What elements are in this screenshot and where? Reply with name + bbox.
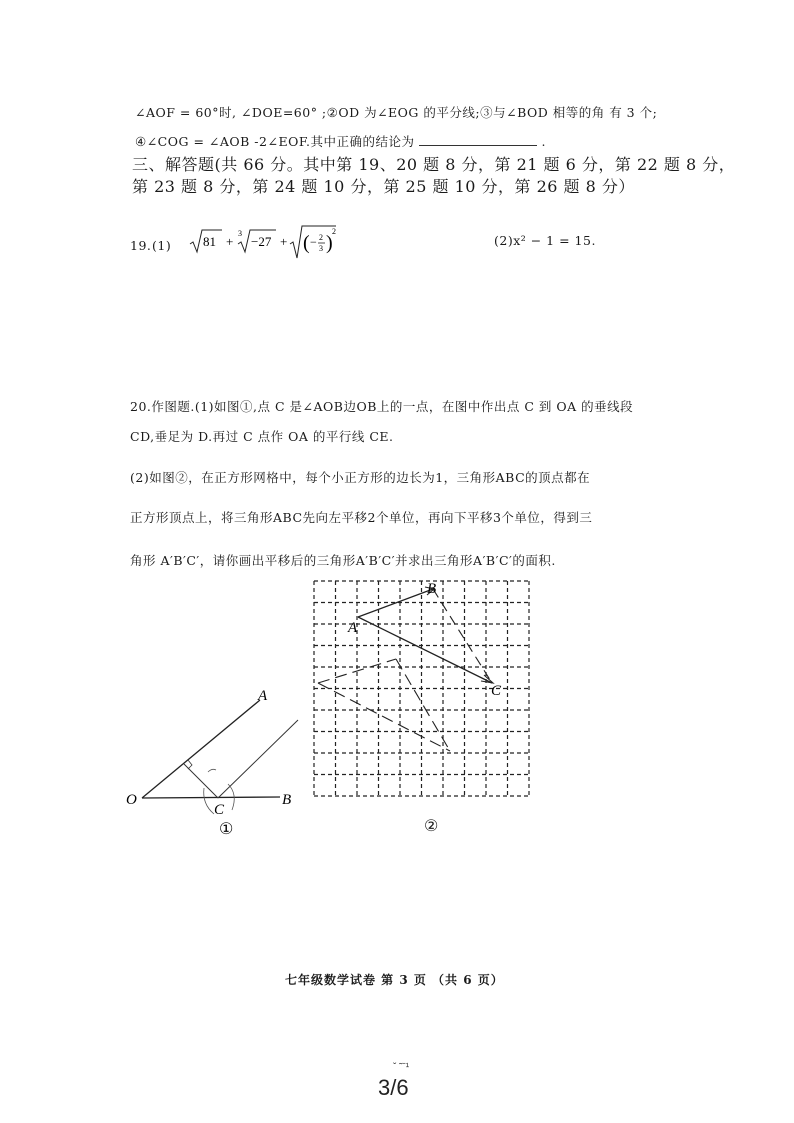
ray-ob <box>142 797 280 798</box>
q20-line-1: 20.作图题.(1)如图①,点 C 是∠AOB边OB上的一点，在图中作出点 C 到 OA 的垂线段 <box>130 399 634 414</box>
label-a: A <box>258 688 268 704</box>
q20-line-4: 正方形顶点上，将三角形ABC先向左平移2个单位，再向下平移3个单位，得到三 <box>130 510 593 525</box>
svg-text:3: 3 <box>238 229 242 238</box>
page-indicator: 3/6 <box>378 1075 409 1100</box>
label-b: B <box>282 792 292 808</box>
q19-part2: (2)x² − 1 = 15. <box>494 233 596 248</box>
statement-line-1: ∠AOF = 60°时, ∠DOE=60° ;②OD 为∠EOG 的平分线;③与∠BOD 相等的角 有 3 个; <box>135 105 658 120</box>
label-o: O <box>126 792 137 808</box>
svg-text:2: 2 <box>332 227 336 236</box>
svg-text:3: 3 <box>319 244 323 253</box>
label-a: A <box>348 620 358 636</box>
svg-text:(: ( <box>303 232 310 254</box>
statement-line-2 <box>135 132 546 150</box>
page-footer: 七年级数学试卷 第 3 页 （共 6 页） <box>285 973 504 987</box>
section-title: 三、解答题(共 66 分。其中第 19、20 题 8 分，第 21 题 6 分，第 22 题 8 分， <box>132 155 736 174</box>
caption-2: ② <box>424 816 439 835</box>
scan-marks: ˇ ˜ˉ¹ <box>393 1062 410 1073</box>
label-c: C <box>214 802 225 818</box>
statement-line-2-end: . <box>541 134 546 149</box>
segment-a1c1 <box>318 683 450 751</box>
svg-text:): ) <box>326 232 333 254</box>
svg-text:81: 81 <box>203 234 216 249</box>
answer-blank <box>419 135 537 146</box>
svg-text:−: − <box>310 235 317 249</box>
q20-line-3: (2)如图②，在正方形网格中，每个小正方形的边长为1，三角形ABC的顶点都在 <box>130 470 591 485</box>
ray-oa <box>142 700 260 798</box>
q20-line-5: 角形 A′B′C′，请你画出平移后的三角形A′B′C′并求出三角形A′B′C′的面积. <box>130 553 556 568</box>
caption-1: ① <box>219 821 234 838</box>
svg-text:−27: −27 <box>251 234 272 249</box>
section-title-2: 第 23 题 8 分，第 24 题 10 分，第 25 题 10 分，第 26 题 8 分） <box>132 177 635 196</box>
label-c: C <box>491 683 502 699</box>
q19-part1-expression <box>188 222 338 262</box>
figure-1-angle-diagram <box>120 680 310 840</box>
svg-text:+: + <box>226 234 234 249</box>
q20-line-2: CD,垂足为 D.再过 C 点作 OA 的平行线 CE. <box>130 429 394 444</box>
svg-text:+: + <box>280 234 288 249</box>
svg-text:2: 2 <box>319 233 323 242</box>
q19-part1-label: (1) <box>152 238 172 253</box>
q19-number: 19. <box>130 238 152 253</box>
statement-line-2-text: ④∠COG = ∠AOB -2∠EOF.其中正确的结论为 <box>135 134 415 149</box>
figure-2-grid <box>300 575 540 840</box>
label-b: B <box>427 581 437 597</box>
